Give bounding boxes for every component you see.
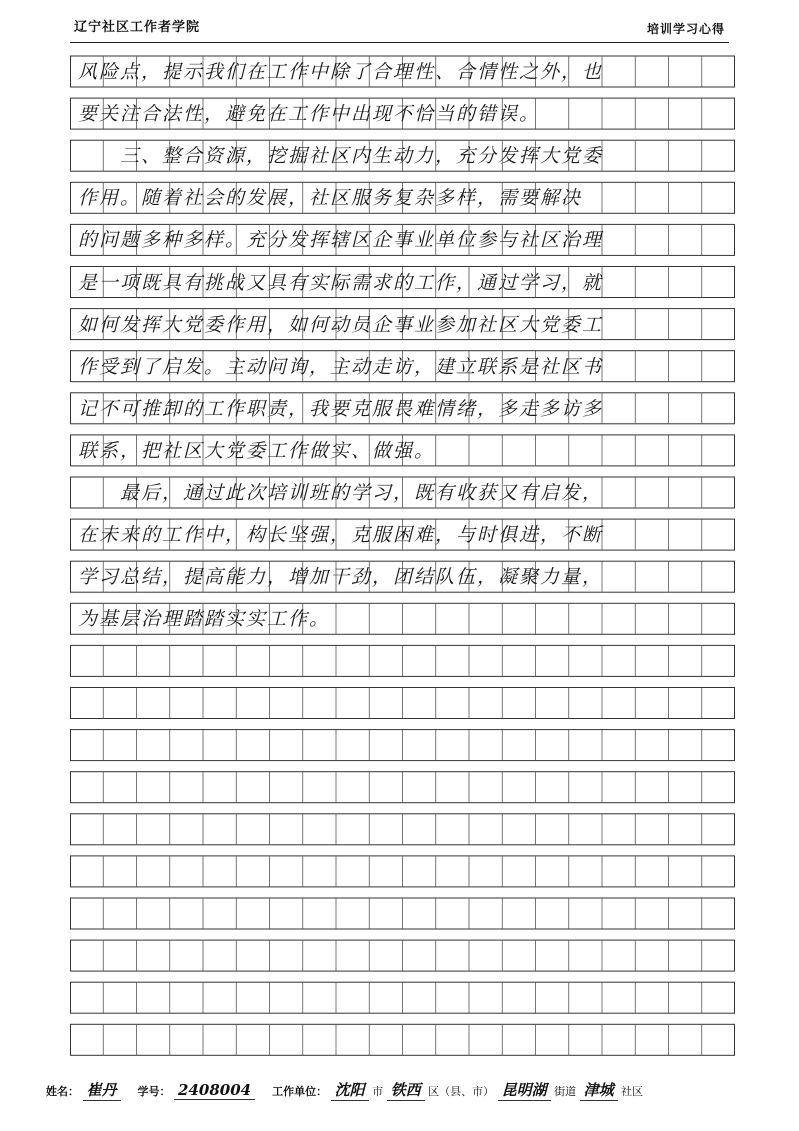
handwritten-line: 风险点，提示我们在工作中除了合理性、合情性之外，也 — [78, 61, 604, 83]
handwritten-line: 记不可推卸的工作职责，我要克服畏难情绪，多走多访多 — [78, 397, 604, 420]
student-id-value: 2408004 — [174, 1081, 255, 1100]
handwritten-line: 学习总结，提高能力，增加干劲，团结队伍，凝聚力量， — [78, 566, 604, 589]
name-label: 姓名： — [46, 1085, 79, 1098]
student-id-label: 学号： — [137, 1085, 171, 1098]
handwritten-line: 要关注合法性，避免在工作中出现不恰当的错误。 — [78, 103, 541, 126]
header-rule — [70, 42, 729, 43]
handwritten-line: 为基层治理踏踏实实工作。 — [78, 608, 331, 631]
street-value: 昆明湖 — [498, 1079, 551, 1101]
district-value: 铁西 — [387, 1079, 425, 1101]
handwritten-line: 在未来的工作中，构长坚强，克服困难，与时俱进，不断 — [78, 524, 604, 547]
district-suffix: 区（县、市） — [428, 1085, 495, 1098]
community-value: 津城 — [580, 1079, 618, 1101]
handwritten-line: 作受到了启发。主动问询，主动走访，建立联系是社区书 — [78, 355, 604, 378]
handwritten-line: 联系，把社区大党委工作做实、做强。 — [78, 439, 436, 462]
handwritten-line: 的问题多种多样。充分发挥辖区企事业单位参与社区治理 — [78, 229, 604, 252]
handwritten-line: 最后，通过此次培训班的学习，既有收获又有启发， — [78, 482, 604, 504]
handwritten-line: 作用。随着社会的发展，社区服务复杂多样，需要解决 — [78, 187, 583, 210]
work-unit-label: 工作单位： — [272, 1085, 328, 1098]
document-type: 培训学习心得 — [646, 22, 725, 36]
name-value: 崔丹 — [83, 1079, 121, 1101]
city-value: 沈阳 — [331, 1079, 369, 1101]
handwritten-line: 如何发挥大党委作用，如何动员企事业参加社区大党委工 — [78, 313, 604, 336]
city-suffix: 市 — [372, 1085, 384, 1098]
handwritten-line: 是一项既具有挑战又具有实际需求的工作，通过学习，就 — [78, 271, 604, 294]
handwritten-line: 三、整合资源，挖掘社区内生动力，充分发挥大党委 — [78, 145, 604, 168]
community-suffix: 社区 — [621, 1085, 644, 1098]
footer-info — [46, 1079, 643, 1101]
institution-name: 辽宁社区工作者学院 — [74, 20, 201, 35]
street-suffix: 街道 — [554, 1085, 577, 1098]
